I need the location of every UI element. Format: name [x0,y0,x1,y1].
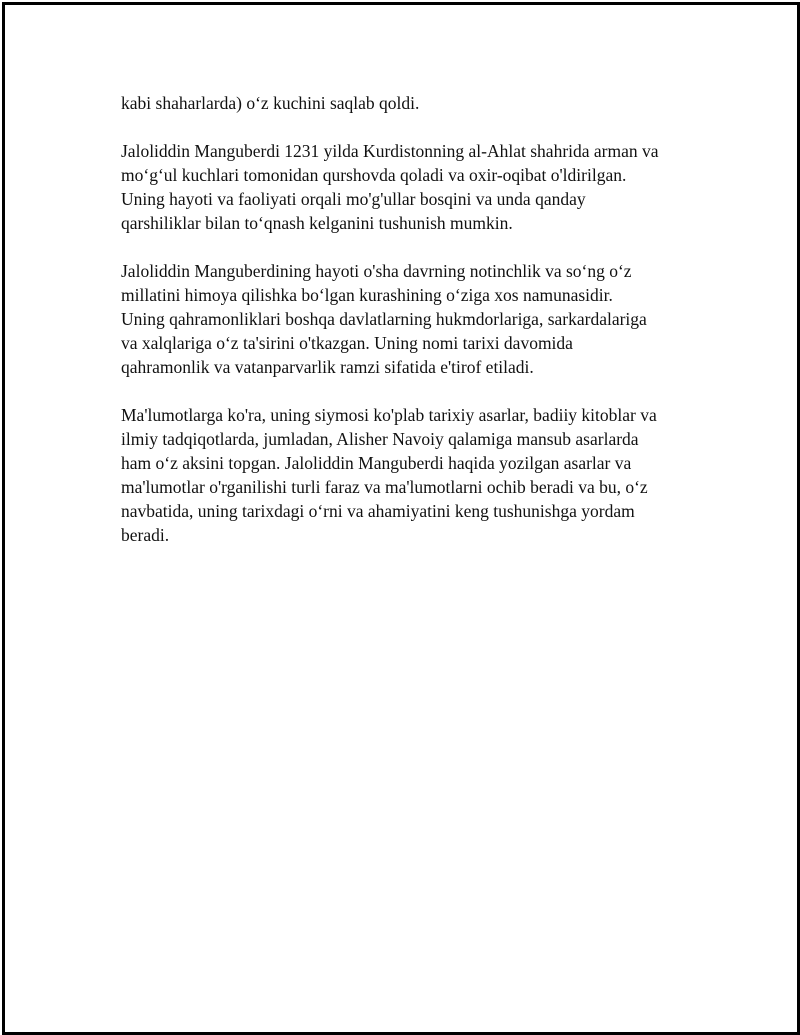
text-line: ham o‘z aksini topgan. Jaloliddin Manguberdi haqida yozilgan asarlar va [121,453,632,473]
text-line: millatini himoya qilishka bo‘lgan kurashining o‘ziga xos namunasidir. [121,285,613,305]
text-line: navbatida, uning tarixdagi o‘rni va ahamiyatini keng tushunishga yordam [121,501,635,521]
text-line: Jaloliddin Manguberdining hayoti o'sha davrning notinchlik va so‘ng o‘z [121,261,632,281]
text-line: kabi shaharlarda) o‘z kuchini saqlab qoldi. [121,93,420,113]
document-body [121,91,711,571]
paragraph-1 [121,91,711,115]
text-line: Ma'lumotlarga ko'ra, uning siymosi ko'plab tarixiy asarlar, badiiy kitoblar va [121,405,657,425]
text-line: ilmiy tadqiqotlarda, jumladan, Alisher Navoiy qalamiga mansub asarlarda [121,429,639,449]
text-line: Uning hayoti va faoliyati orqali mo'g'ullar bosqini va unda qanday [121,189,586,209]
text-line: mo‘g‘ul kuchlari tomonidan qurshovda qoladi va oxir-oqibat o'ldirilgan. [121,165,627,185]
page-frame [2,2,800,1035]
paragraph-3 [121,259,711,379]
paragraph-4 [121,403,711,547]
text-line: qahramonlik va vatanparvarlik ramzi sifatida e'tirof etiladi. [121,357,534,377]
text-line: va xalqlariga o‘z ta'sirini o'tkazgan. Uning nomi tarixi davomida [121,333,573,353]
text-line: Jaloliddin Manguberdi 1231 yilda Kurdistonning al-Ahlat shahrida arman va [121,141,659,161]
text-line: qarshiliklar bilan to‘qnash kelganini tushunish mumkin. [121,213,513,233]
text-line: Uning qahramonliklari boshqa davlatlarning hukmdorlariga, sarkardalariga [121,309,647,329]
text-line: beradi. [121,525,170,545]
text-line: ma'lumotlar o'rganilishi turli faraz va ma'lumotlarni ochib beradi va bu, o‘z [121,477,648,497]
paragraph-2 [121,139,711,235]
